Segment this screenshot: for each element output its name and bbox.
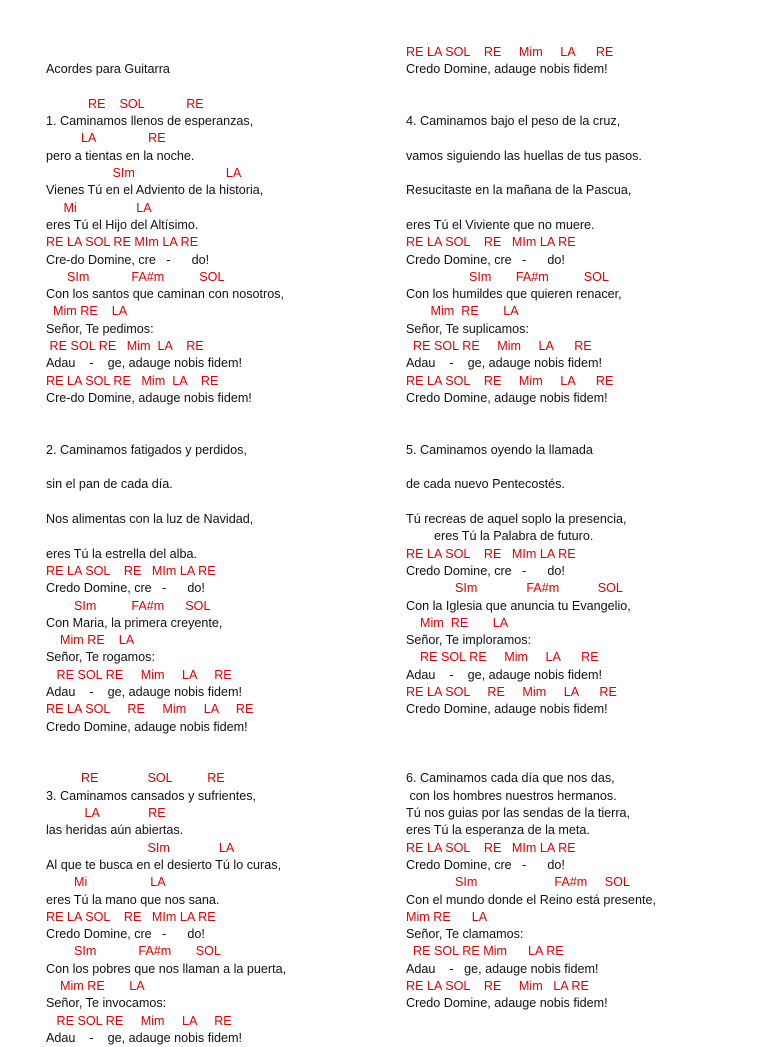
chord-line: LA RE [46,131,166,146]
lyric-line: eres Tú el Hijo del Altísimo. [46,217,199,232]
chord-line: RE SOL RE [46,96,204,111]
lyric-line: 4. Caminamos bajo el peso de la cruz, [406,114,621,129]
lyric-line: Credo Domine, adauge nobis fidem! [46,719,248,734]
lyric-line: Credo Domine, adauge nobis fidem! [406,702,608,717]
chord-line: SIm FA#m SOL [406,269,609,284]
lyric-line: Adau - ge, adauge nobis fidem! [46,684,243,699]
lyric-line: pero a tientas en la noche. [46,148,195,163]
chord-line: Mim RE LA [406,909,488,924]
blank-line [46,407,418,424]
chord-line: RE SOL RE [46,771,225,786]
chord-line: Mi LA [46,875,166,890]
lyric-line: 2. Caminamos fatigados y perdidos, [46,442,247,457]
blank-line [406,130,768,147]
chord-line: SIm FA#m SOL [406,875,630,890]
lyric-line: Adau - ge, adauge nobis fidem! [46,1030,243,1045]
blank-line [406,79,768,96]
lyric-line: Señor, Te suplicamos: [406,321,529,336]
blank-line [406,459,768,476]
blank-line [46,459,418,476]
blank-line [46,528,418,545]
blank-line [406,200,768,217]
chord-line: Mim RE LA [46,633,135,648]
lyric-line: Señor, Te rogamos: [46,650,155,665]
chord-line: RE LA SOL RE MIm LA RE [46,909,216,924]
lyric-line: eres Tú la esperanza de la meta. [406,823,590,838]
lyric-line: Adau - ge, adauge nobis fidem! [406,356,603,371]
blank-line [406,407,768,424]
lyric-line: 1. Caminamos llenos de esperanzas, [46,114,254,129]
blank-line [406,736,768,753]
lyric-line: Credo Domine, cre - do! [406,563,565,578]
chord-line: RE LA SOL RE Mim LA RE [406,45,614,59]
chord-line: Mim RE LA [406,615,509,630]
lyric-line: sin el pan de cada día. [46,477,173,492]
lyric-line: Credo Domine, adauge nobis fidem! [406,996,608,1011]
blank-line [406,425,768,442]
blank-line [46,736,418,753]
chord-line: RE LA SOL RE Mim LA RE [406,373,614,388]
lyric-line: Credo Domine, cre - do! [46,927,205,942]
chord-line: RE LA SOL RE Mim LA RE [46,373,219,388]
lyric-line: vamos siguiendo las huellas de tus pasos. [406,148,642,163]
chord-line: Mim RE LA [46,304,128,319]
chord-line: RE SOL RE Mim LA RE [406,339,592,354]
chord-line: RE LA SOL RE Mim LA RE [406,684,617,699]
chord-line: Mim RE LA [46,979,145,994]
lyric-line: Con la Iglesia que anuncia tu Evangelio, [406,598,631,613]
lyric-line: las heridas aún abiertas. [46,823,184,838]
lyric-line: Credo Domine, cre - do! [406,857,565,872]
blank-line [46,753,418,770]
lyric-line: Con Maria, la primera creyente, [46,615,223,630]
lyric-line: Con los humildes que quieren renacer, [406,287,622,302]
blank-line [406,753,768,770]
chord-line: Mi LA [46,200,152,215]
blank-line [406,494,768,511]
lyric-line: Con los pobres que nos llaman a la puerta, [46,961,287,976]
chord-line: RE LA SOL RE MIm LA RE [406,546,576,561]
chord-line: RE LA SOL RE Mim LA RE [406,979,589,994]
lyric-line: Nos alimentas con la luz de Navidad, [46,512,254,527]
chord-line: RE LA SOL RE MIm LA RE [406,235,576,250]
lyric-line: Acordes para Guitarra [46,62,170,77]
lyric-line: 5. Caminamos oyendo la llamada [406,442,593,457]
lyric-line: Adau - ge, adauge nobis fidem! [406,961,599,976]
lyric-line: Adau - ge, adauge nobis fidem! [46,356,243,371]
lyric-line: 3. Caminamos cansados y sufrientes, [46,788,256,803]
left-column [46,44,418,1047]
chord-line: SIm FA#m SOL [46,598,211,613]
chord-line: SIm FA#m SOL [406,581,623,596]
lyric-line: Adau - ge, adauge nobis fidem! [406,667,603,682]
chord-line: RE LA SOL RE MIm LA RE [46,563,216,578]
lyric-line: Señor, Te clamamos: [406,927,524,942]
lyric-line: Con el mundo donde el Reino está presente, [406,892,656,907]
lyric-line: eres Tú la estrella del alba. [46,546,197,561]
lyric-line: Cre-do Domine, cre - do! [46,252,210,267]
chord-line: SIm FA#m SOL [46,269,225,284]
lyric-line: Al que te busca en el desierto Tú lo curas, [46,857,281,872]
lyric-line: Tú recreas de aquel soplo la presencia, [406,512,627,527]
chord-line: LA RE [46,806,166,821]
lyric-line: eres Tú la mano que nos sana. [46,892,220,907]
lyric-line: Credo Domine, cre - do! [406,252,565,267]
blank-line [46,79,418,96]
lyric-line: con los hombres nuestros hermanos. [406,788,617,803]
lyric-line: Credo Domine, cre - do! [46,581,205,596]
lyric-line: Credo Domine, adauge nobis fidem! [406,62,608,77]
blank-line [406,96,768,113]
chord-line: Mim RE LA [406,304,519,319]
chord-line: SIm FA#m SOL [46,944,221,959]
chord-line: RE LA SOL RE MIm LA RE [46,235,199,250]
chord-line: RE SOL RE Mim LA RE [406,650,599,665]
lyric-line: Señor, Te invocamos: [46,996,167,1011]
chord-line: SIm LA [46,840,235,855]
lyric-line: Vienes Tú en el Adviento de la historia, [46,183,264,198]
chord-line: RE SOL RE Mim LA RE [46,339,204,354]
blank-line [406,719,768,736]
lyric-line: Tú nos guias por las sendas de la tierra, [406,806,631,821]
chord-line: SIm LA [46,166,242,181]
lyric-line: Señor, Te pedimos: [46,321,154,336]
lyric-line: Cre-do Domine, adauge nobis fidem! [46,390,252,405]
lyric-line: Señor, Te imploramos: [406,633,532,648]
chord-line: RE SOL RE Mim LA RE [46,667,232,682]
right-column [406,44,768,1013]
lyric-line: Resucitaste en la mañana de la Pascua, [406,183,632,198]
lyric-line: eres Tú el Viviente que no muere. [406,217,595,232]
chord-line: RE SOL RE Mim LA RE [406,944,564,959]
chord-line: RE SOL RE Mim LA RE [46,1013,232,1028]
lyric-line: eres Tú la Palabra de futuro. [406,529,594,544]
blank-line [46,425,418,442]
lyric-line: Con los santos que caminan con nosotros, [46,287,285,302]
blank-line [406,165,768,182]
chord-line: RE LA SOL RE Mim LA RE [46,702,254,717]
lyric-line: 6. Caminamos cada día que nos das, [406,771,615,786]
lyric-line: Credo Domine, adauge nobis fidem! [406,390,608,405]
blank-line [46,494,418,511]
lyric-line: de cada nuevo Pentecostés. [406,477,565,492]
blank-line [46,44,418,61]
chord-line: RE LA SOL RE MIm LA RE [406,840,576,855]
